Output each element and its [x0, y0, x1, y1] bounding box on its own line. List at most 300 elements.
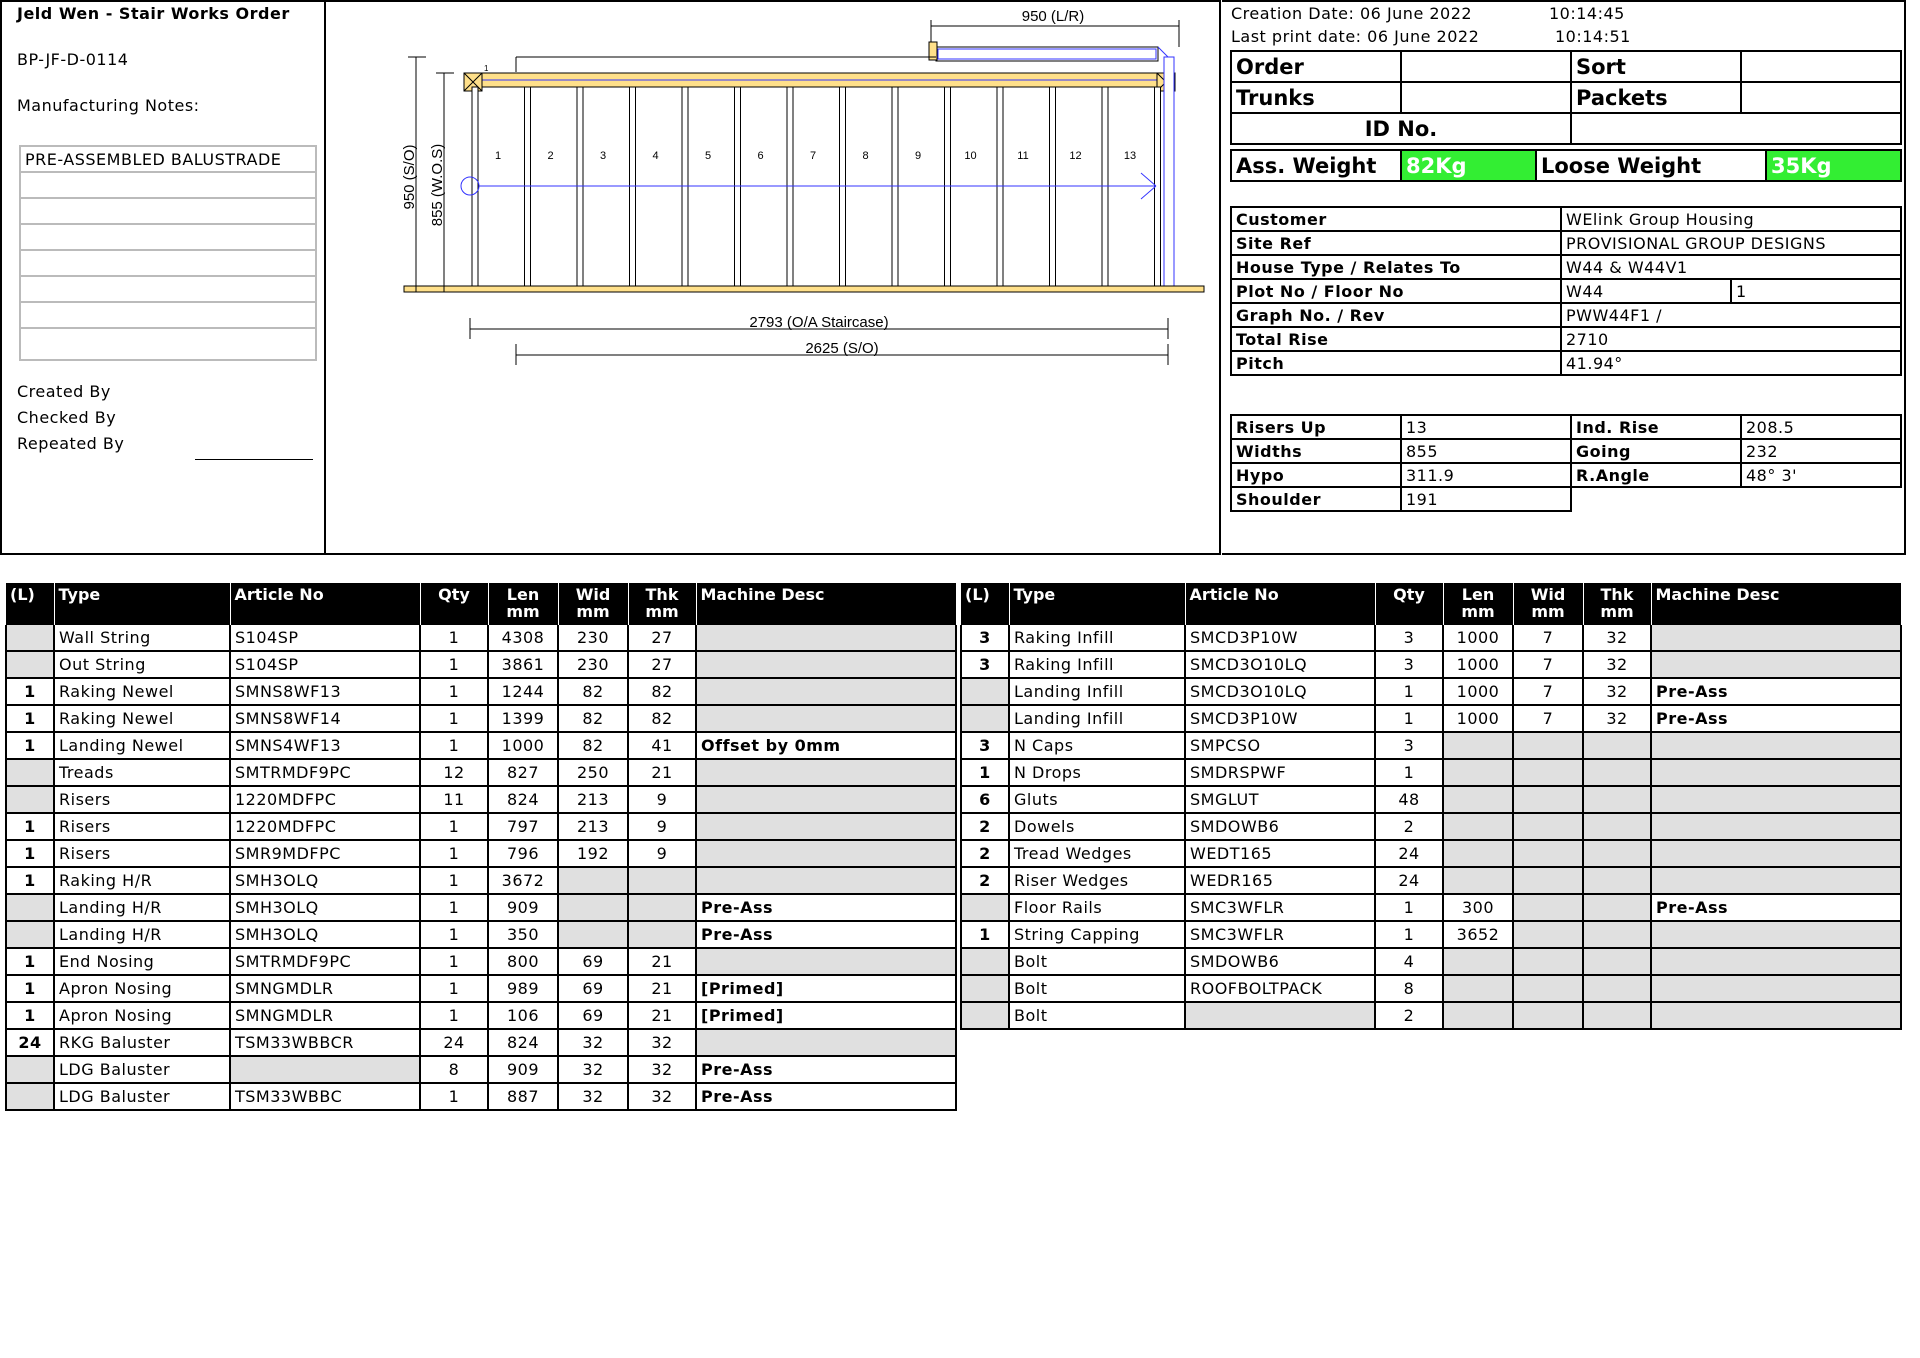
- table-cell: 2: [1375, 1002, 1443, 1029]
- created-by-label: Created By: [17, 382, 111, 401]
- table-cell: 909: [488, 894, 558, 921]
- table-row: [961, 921, 1901, 948]
- items-table-right: [960, 583, 1902, 1030]
- job-row: [1231, 327, 1901, 351]
- tread-number: 10: [964, 150, 977, 162]
- manufacturing-notes-box: [19, 145, 317, 361]
- table-cell: 797: [488, 813, 558, 840]
- table-cell: 800: [488, 948, 558, 975]
- table-cell: [558, 867, 628, 894]
- table-cell: SMPCSO: [1185, 732, 1375, 759]
- table-cell: String Capping: [1009, 921, 1185, 948]
- header-right-panel: [1222, 0, 1906, 555]
- table-cell: 1000: [1443, 651, 1513, 678]
- corner-label: 1: [484, 64, 489, 73]
- table-cell: SMNGMDLR: [230, 1002, 420, 1029]
- table-cell: [1443, 1002, 1513, 1029]
- spec-value: 855: [1401, 439, 1571, 463]
- table-cell: 21: [628, 975, 696, 1002]
- table-row: [961, 786, 1901, 813]
- table-cell: SMNGMDLR: [230, 975, 420, 1002]
- table-cell: [6, 625, 54, 651]
- table-cell: [696, 786, 956, 813]
- table-cell: 82: [558, 732, 628, 759]
- table-cell: 41: [628, 732, 696, 759]
- spec-row: [1231, 415, 1901, 439]
- job-label: Graph No. / Rev: [1231, 303, 1561, 327]
- id-no-value: [1571, 113, 1901, 144]
- table-cell: TSM33WBBCR: [230, 1029, 420, 1056]
- table-cell: [1513, 813, 1583, 840]
- dimension-top-label: 950 (L/R): [1021, 8, 1085, 25]
- table-cell: [696, 867, 956, 894]
- table-cell: 250: [558, 759, 628, 786]
- table-cell: [1651, 975, 1901, 1002]
- table-cell: [961, 948, 1009, 975]
- table-row: [6, 1056, 956, 1083]
- table-cell: [1583, 1002, 1651, 1029]
- table-row: [6, 625, 956, 651]
- table-cell: 300: [1443, 894, 1513, 921]
- table-cell: 909: [488, 1056, 558, 1083]
- job-value: PWW44F1 /: [1561, 303, 1901, 327]
- table-row: [6, 759, 956, 786]
- job-row: [1231, 279, 1901, 303]
- table-cell: 989: [488, 975, 558, 1002]
- table-cell: 1: [420, 813, 488, 840]
- sort-label: Sort: [1571, 51, 1741, 82]
- spec-label: Risers Up: [1231, 415, 1401, 439]
- table-cell: [1513, 840, 1583, 867]
- table-cell: [1583, 840, 1651, 867]
- table-cell: [Primed]: [696, 1002, 956, 1029]
- column-header: Type: [54, 583, 230, 625]
- table-cell: 230: [558, 625, 628, 651]
- table-cell: 1: [6, 813, 54, 840]
- table-cell: 1: [420, 867, 488, 894]
- table-cell: ROOFBOLTPACK: [1185, 975, 1375, 1002]
- table-cell: 1: [6, 705, 54, 732]
- table-cell: Landing H/R: [54, 921, 230, 948]
- table-cell: N Drops: [1009, 759, 1185, 786]
- table-cell: 1: [1375, 759, 1443, 786]
- table-cell: 6: [961, 786, 1009, 813]
- table-row: [6, 1083, 956, 1110]
- table-cell: 1000: [1443, 678, 1513, 705]
- column-header: Qty: [420, 583, 488, 625]
- table-cell: 9: [628, 840, 696, 867]
- table-header-row: [961, 583, 1901, 625]
- table-cell: [1513, 786, 1583, 813]
- job-label: House Type / Relates To: [1231, 255, 1561, 279]
- packets-label: Packets: [1571, 82, 1741, 113]
- table-header-row: [6, 583, 956, 625]
- table-cell: 11: [420, 786, 488, 813]
- table-cell: [1443, 840, 1513, 867]
- table-cell: 69: [558, 1002, 628, 1029]
- table-cell: 32: [1583, 678, 1651, 705]
- table-cell: [6, 894, 54, 921]
- table-cell: 8: [1375, 975, 1443, 1002]
- table-cell: Raking H/R: [54, 867, 230, 894]
- order-summary-grid: [1230, 50, 1902, 145]
- table-row: [6, 813, 956, 840]
- job-value: W44: [1561, 279, 1731, 303]
- table-cell: [1513, 894, 1583, 921]
- table-cell: [6, 1083, 54, 1110]
- table-cell: [1651, 786, 1901, 813]
- spec-value: 311.9: [1401, 463, 1571, 487]
- spec-empty: [1571, 487, 1901, 511]
- table-cell: [961, 1002, 1009, 1029]
- table-cell: Pre-Ass: [696, 1083, 956, 1110]
- table-cell: Pre-Ass: [696, 894, 956, 921]
- table-cell: Landing Newel: [54, 732, 230, 759]
- table-cell: [696, 840, 956, 867]
- table-cell: 1: [420, 732, 488, 759]
- table-cell: [1583, 867, 1651, 894]
- baluster: [472, 87, 478, 286]
- table-cell: SMDOWB6: [1185, 813, 1375, 840]
- table-cell: LDG Baluster: [54, 1056, 230, 1083]
- table-cell: 4308: [488, 625, 558, 651]
- table-cell: Bolt: [1009, 975, 1185, 1002]
- table-cell: SMNS4WF13: [230, 732, 420, 759]
- column-header: Thk mm: [1583, 583, 1651, 625]
- spec-value: 208.5: [1741, 415, 1901, 439]
- order-label: Order: [1231, 51, 1401, 82]
- job-value: WElink Group Housing: [1561, 207, 1901, 231]
- column-header: Article No: [230, 583, 420, 625]
- table-cell: 32: [1583, 625, 1651, 651]
- table-cell: [1443, 786, 1513, 813]
- table-cell: 824: [488, 786, 558, 813]
- table-cell: 1000: [488, 732, 558, 759]
- table-cell: WEDR165: [1185, 867, 1375, 894]
- table-cell: 32: [1583, 705, 1651, 732]
- table-cell: 3: [1375, 625, 1443, 651]
- table-cell: 82: [628, 678, 696, 705]
- table-row: [6, 867, 956, 894]
- table-cell: [1651, 625, 1901, 651]
- table-cell: Bolt: [1009, 1002, 1185, 1029]
- table-cell: 1000: [1443, 625, 1513, 651]
- spec-label: Going: [1571, 439, 1741, 463]
- table-row: [6, 732, 956, 759]
- job-row: [1231, 207, 1901, 231]
- table-cell: SMH3OLQ: [230, 867, 420, 894]
- column-header: Type: [1009, 583, 1185, 625]
- table-cell: 1: [6, 678, 54, 705]
- spec-row: [1231, 439, 1901, 463]
- table-cell: Dowels: [1009, 813, 1185, 840]
- table-cell: Landing Infill: [1009, 705, 1185, 732]
- table-cell: End Nosing: [54, 948, 230, 975]
- table-cell: Bolt: [1009, 948, 1185, 975]
- trunks-label: Trunks: [1231, 82, 1401, 113]
- table-cell: Treads: [54, 759, 230, 786]
- table-row: [6, 1029, 956, 1056]
- table-cell: 1220MDFPC: [230, 786, 420, 813]
- note-line: [21, 173, 315, 199]
- table-cell: RKG Baluster: [54, 1029, 230, 1056]
- table-cell: 1: [420, 625, 488, 651]
- tread-number: 8: [862, 150, 869, 162]
- table-cell: [961, 894, 1009, 921]
- table-cell: [1583, 759, 1651, 786]
- table-cell: [1513, 1002, 1583, 1029]
- table-cell: 1: [1375, 705, 1443, 732]
- table-row: [961, 894, 1901, 921]
- table-cell: [696, 705, 956, 732]
- weight-grid: [1230, 149, 1902, 182]
- column-header: Machine Desc: [1651, 583, 1901, 625]
- table-cell: 32: [1583, 651, 1651, 678]
- table-cell: 24: [420, 1029, 488, 1056]
- table-cell: 1: [1375, 678, 1443, 705]
- note-line: [21, 277, 315, 303]
- dimension-left-2: 855 (W.O.S): [429, 143, 446, 227]
- tread-number: 9: [914, 150, 922, 162]
- loose-weight-value: 35Kg: [1766, 150, 1901, 181]
- table-cell: [1583, 894, 1651, 921]
- table-cell: 3: [961, 651, 1009, 678]
- table-cell: 3861: [488, 651, 558, 678]
- table-cell: 1: [6, 867, 54, 894]
- table-row: [961, 840, 1901, 867]
- spec-label: Ind. Rise: [1571, 415, 1741, 439]
- table-cell: SMCD3O10LQ: [1185, 678, 1375, 705]
- table-cell: [696, 759, 956, 786]
- table-cell: [1651, 948, 1901, 975]
- id-no-label: ID No.: [1231, 113, 1571, 144]
- column-header: Wid mm: [558, 583, 628, 625]
- table-cell: 48: [1375, 786, 1443, 813]
- table-cell: 32: [628, 1029, 696, 1056]
- table-cell: SMH3OLQ: [230, 894, 420, 921]
- table-cell: [1651, 867, 1901, 894]
- table-cell: 3: [1375, 732, 1443, 759]
- table-cell: 1: [420, 678, 488, 705]
- table-cell: [696, 678, 956, 705]
- job-value: PROVISIONAL GROUP DESIGNS: [1561, 231, 1901, 255]
- table-cell: Risers: [54, 786, 230, 813]
- job-value: W44 & W44V1: [1561, 255, 1901, 279]
- table-cell: 1: [420, 975, 488, 1002]
- table-cell: 9: [628, 813, 696, 840]
- tread-number: 3: [599, 150, 607, 162]
- table-cell: Tread Wedges: [1009, 840, 1185, 867]
- column-header: (L): [6, 583, 54, 625]
- job-label: Site Ref: [1231, 231, 1561, 255]
- table-cell: 82: [558, 705, 628, 732]
- table-cell: SMTRMDF9PC: [230, 759, 420, 786]
- table-cell: [1583, 732, 1651, 759]
- column-header: Article No: [1185, 583, 1375, 625]
- table-cell: 27: [628, 625, 696, 651]
- table-cell: [1651, 813, 1901, 840]
- table-cell: Raking Infill: [1009, 651, 1185, 678]
- table-cell: N Caps: [1009, 732, 1185, 759]
- signature-line: [195, 459, 313, 460]
- table-cell: 2: [1375, 813, 1443, 840]
- tread-number: 1: [494, 150, 502, 162]
- table-cell: 1: [961, 759, 1009, 786]
- table-row: [961, 1002, 1901, 1029]
- table-cell: [1651, 840, 1901, 867]
- spec-label: Shoulder: [1231, 487, 1401, 511]
- table-cell: [1513, 948, 1583, 975]
- header-left-panel: [0, 0, 325, 555]
- table-cell: [1443, 867, 1513, 894]
- table-row: [6, 786, 956, 813]
- job-row: [1231, 255, 1901, 279]
- table-cell: Floor Rails: [1009, 894, 1185, 921]
- table-cell: [696, 948, 956, 975]
- table-cell: Apron Nosing: [54, 1002, 230, 1029]
- table-row: [961, 705, 1901, 732]
- table-cell: 3672: [488, 867, 558, 894]
- table-cell: [961, 678, 1009, 705]
- table-cell: [230, 1056, 420, 1083]
- table-cell: 827: [488, 759, 558, 786]
- table-cell: 2: [961, 867, 1009, 894]
- table-cell: 21: [628, 1002, 696, 1029]
- table-cell: TSM33WBBC: [230, 1083, 420, 1110]
- table-cell: 21: [628, 948, 696, 975]
- job-row: [1231, 231, 1901, 255]
- table-cell: [696, 1029, 956, 1056]
- loose-weight-label: Loose Weight: [1536, 150, 1766, 181]
- table-cell: 7: [1513, 705, 1583, 732]
- table-cell: SMCD3P10W: [1185, 625, 1375, 651]
- tread-number: 6: [757, 150, 764, 162]
- creation-date: Creation Date: 06 June 2022: [1231, 4, 1473, 23]
- table-cell: [1583, 975, 1651, 1002]
- job-value: 41.94°: [1561, 351, 1901, 375]
- table-cell: SMGLUT: [1185, 786, 1375, 813]
- table-cell: 3: [1375, 651, 1443, 678]
- table-cell: 1399: [488, 705, 558, 732]
- column-header: (L): [961, 583, 1009, 625]
- table-cell: [1513, 975, 1583, 1002]
- job-value: 2710: [1561, 327, 1901, 351]
- table-row: [6, 948, 956, 975]
- table-cell: 7: [1513, 625, 1583, 651]
- table-cell: 1: [420, 705, 488, 732]
- tread-number: 7: [809, 150, 817, 162]
- table-cell: 32: [558, 1083, 628, 1110]
- table-cell: 69: [558, 975, 628, 1002]
- table-cell: 2: [961, 840, 1009, 867]
- table-cell: [1513, 759, 1583, 786]
- column-header: Wid mm: [1513, 583, 1583, 625]
- job-details-grid: [1230, 206, 1902, 376]
- table-row: [6, 975, 956, 1002]
- dimension-left-1: 950 (S/O): [401, 144, 418, 210]
- table-cell: SMNS8WF13: [230, 678, 420, 705]
- table-cell: [1185, 1002, 1375, 1029]
- checked-by-label: Checked By: [17, 408, 117, 427]
- spec-label: Hypo: [1231, 463, 1401, 487]
- table-cell: Apron Nosing: [54, 975, 230, 1002]
- table-row: [961, 948, 1901, 975]
- table-cell: SMCD3O10LQ: [1185, 651, 1375, 678]
- sort-value: [1741, 51, 1901, 82]
- job-label: Pitch: [1231, 351, 1561, 375]
- spec-value: 13: [1401, 415, 1571, 439]
- table-cell: [696, 625, 956, 651]
- table-row: [6, 705, 956, 732]
- tread-number: 4: [652, 150, 659, 162]
- table-cell: SMNS8WF14: [230, 705, 420, 732]
- table-cell: Pre-Ass: [696, 921, 956, 948]
- job-row: [1231, 351, 1901, 375]
- note-line: [21, 303, 315, 329]
- table-row: [961, 975, 1901, 1002]
- column-header: Len mm: [488, 583, 558, 625]
- table-cell: 1: [420, 1083, 488, 1110]
- table-cell: 1000: [1443, 705, 1513, 732]
- table-row: [6, 840, 956, 867]
- table-cell: [1443, 948, 1513, 975]
- tread-number: 5: [704, 150, 712, 162]
- table-cell: 230: [558, 651, 628, 678]
- table-cell: 1244: [488, 678, 558, 705]
- table-cell: 24: [1375, 867, 1443, 894]
- table-cell: 213: [558, 813, 628, 840]
- table-cell: Risers: [54, 840, 230, 867]
- table-cell: [628, 867, 696, 894]
- table-cell: [558, 921, 628, 948]
- table-cell: [6, 1056, 54, 1083]
- table-cell: S104SP: [230, 651, 420, 678]
- table-cell: 32: [628, 1083, 696, 1110]
- table-cell: 27: [628, 651, 696, 678]
- table-cell: [696, 813, 956, 840]
- table-cell: Pre-Ass: [696, 1056, 956, 1083]
- table-cell: 32: [628, 1056, 696, 1083]
- table-cell: 1: [6, 975, 54, 1002]
- table-cell: S104SP: [230, 625, 420, 651]
- job-label: Total Rise: [1231, 327, 1561, 351]
- table-cell: 1: [6, 732, 54, 759]
- table-row: [961, 678, 1901, 705]
- spec-label: R.Angle: [1571, 463, 1741, 487]
- table-cell: [Primed]: [696, 975, 956, 1002]
- column-header: Qty: [1375, 583, 1443, 625]
- table-cell: [628, 894, 696, 921]
- stair-specs-grid: [1230, 414, 1902, 512]
- table-cell: [1583, 786, 1651, 813]
- table-cell: [1651, 732, 1901, 759]
- table-cell: [6, 786, 54, 813]
- table-cell: 1: [420, 651, 488, 678]
- table-cell: Gluts: [1009, 786, 1185, 813]
- table-cell: 192: [558, 840, 628, 867]
- table-cell: 887: [488, 1083, 558, 1110]
- job-label: Plot No / Floor No: [1231, 279, 1561, 303]
- table-cell: 9: [628, 786, 696, 813]
- document-title: Jeld Wen - Stair Works Order: [17, 4, 290, 23]
- table-cell: 4: [1375, 948, 1443, 975]
- table-cell: 69: [558, 948, 628, 975]
- table-cell: SMR9MDFPC: [230, 840, 420, 867]
- table-cell: 2: [961, 813, 1009, 840]
- table-row: [961, 625, 1901, 651]
- tread-number: 12: [1069, 150, 1082, 162]
- note-line: [21, 199, 315, 225]
